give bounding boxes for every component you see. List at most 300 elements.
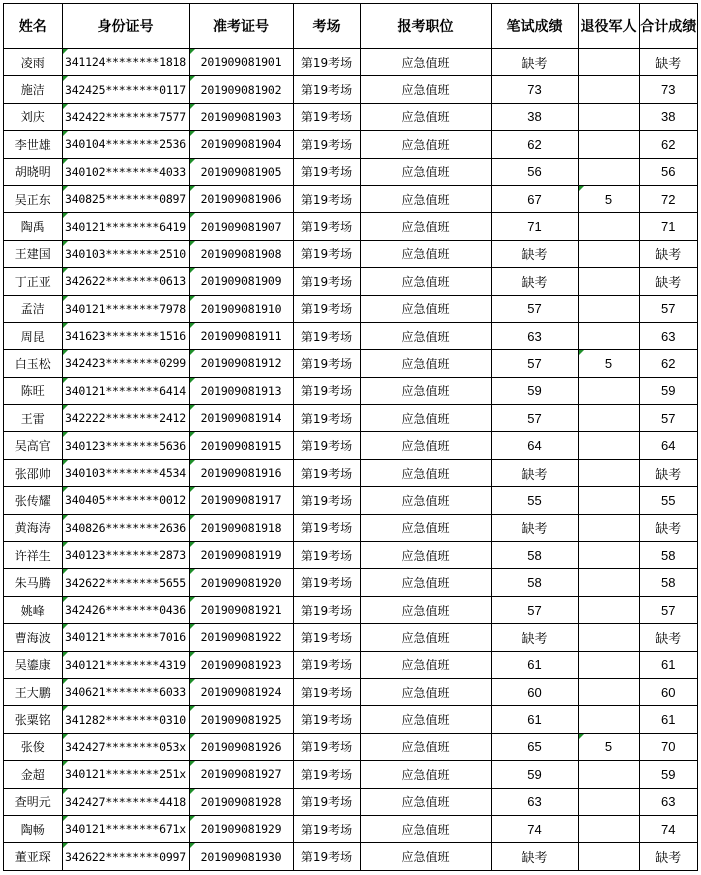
cell-total-score bbox=[639, 131, 697, 158]
cell-written-score-text: 缺考 bbox=[521, 55, 548, 71]
cell-written-score bbox=[491, 542, 578, 569]
cell-name-text: 陶畅 bbox=[20, 822, 45, 837]
cell-written-score bbox=[491, 788, 578, 815]
cell-exam-number-text: 201909081922 bbox=[200, 630, 282, 645]
cell-name-text: 胡晓明 bbox=[14, 165, 51, 180]
cell-written-score-text: 55 bbox=[527, 492, 542, 508]
cell-total-score-text: 缺考 bbox=[655, 247, 682, 263]
cell-veteran bbox=[578, 377, 639, 404]
cell-veteran bbox=[578, 596, 639, 623]
cell-exam-room-text: 第19考场 bbox=[300, 767, 353, 782]
cell-exam-number-text: 201909081908 bbox=[200, 246, 282, 261]
cell-name bbox=[4, 158, 62, 185]
cell-id-number-text: 342427********4418 bbox=[64, 794, 187, 809]
cell-veteran bbox=[578, 268, 639, 295]
cell-id-number-text: 340826********2636 bbox=[64, 520, 187, 535]
cell-veteran bbox=[578, 459, 639, 486]
cell-position bbox=[360, 158, 491, 185]
cell-position bbox=[360, 405, 491, 432]
cell-name bbox=[4, 103, 62, 130]
cell-exam-room-text: 第19考场 bbox=[300, 521, 353, 536]
cell-marker-icon bbox=[63, 432, 68, 437]
cell-id-number bbox=[62, 405, 189, 432]
cell-marker-icon bbox=[190, 350, 195, 355]
cell-veteran bbox=[578, 158, 639, 185]
cell-exam-number bbox=[189, 596, 293, 623]
cell-marker-icon bbox=[579, 734, 584, 739]
cell-total-score-text: 63 bbox=[661, 328, 676, 344]
cell-veteran bbox=[578, 213, 639, 240]
cell-position-text: 应急值班 bbox=[401, 165, 450, 180]
cell-exam-number-text: 201909081915 bbox=[200, 438, 282, 453]
score-table bbox=[4, 4, 697, 870]
cell-exam-number-text: 201909081909 bbox=[200, 274, 282, 289]
cell-position-text: 应急值班 bbox=[401, 767, 450, 782]
cell-position-text: 应急值班 bbox=[401, 576, 450, 591]
cell-marker-icon bbox=[190, 569, 195, 574]
cell-position-text: 应急值班 bbox=[401, 603, 450, 618]
cell-total-score bbox=[639, 103, 697, 130]
cell-written-score bbox=[491, 514, 578, 541]
cell-exam-room-text: 第19考场 bbox=[300, 466, 353, 481]
cell-written-score bbox=[491, 733, 578, 760]
cell-position-text: 应急值班 bbox=[401, 55, 450, 70]
cell-written-score bbox=[491, 651, 578, 678]
cell-total-score-text: 59 bbox=[661, 383, 676, 399]
cell-marker-icon bbox=[190, 597, 195, 602]
cell-id-number-text: 342222********2412 bbox=[64, 411, 187, 426]
cell-position bbox=[360, 131, 491, 158]
header-position: 报考职位 bbox=[360, 4, 491, 49]
cell-exam-number-text: 201909081913 bbox=[200, 383, 282, 398]
cell-exam-number bbox=[189, 678, 293, 705]
cell-position-text: 应急值班 bbox=[401, 740, 450, 755]
cell-marker-icon bbox=[190, 789, 195, 794]
cell-total-score-text: 缺考 bbox=[655, 850, 682, 866]
cell-id-number-text: 340121********7978 bbox=[64, 301, 187, 316]
cell-exam-number-text: 201909081927 bbox=[200, 767, 282, 782]
cell-id-number bbox=[62, 569, 189, 596]
cell-position bbox=[360, 761, 491, 788]
cell-exam-room bbox=[293, 487, 360, 514]
cell-written-score-text: 71 bbox=[527, 219, 542, 235]
cell-position bbox=[360, 213, 491, 240]
cell-marker-icon bbox=[63, 460, 68, 465]
cell-total-score-text: 61 bbox=[661, 712, 676, 728]
cell-marker-icon bbox=[190, 186, 195, 191]
cell-exam-number bbox=[189, 761, 293, 788]
cell-total-score-text: 63 bbox=[661, 794, 676, 810]
cell-total-score bbox=[639, 569, 697, 596]
cell-marker-icon bbox=[190, 734, 195, 739]
cell-veteran bbox=[578, 843, 639, 870]
cell-veteran bbox=[578, 405, 639, 432]
cell-veteran bbox=[578, 542, 639, 569]
cell-written-score-text: 62 bbox=[527, 136, 542, 152]
cell-exam-room bbox=[293, 542, 360, 569]
cell-id-number bbox=[62, 815, 189, 842]
cell-marker-icon bbox=[190, 816, 195, 821]
cell-marker-icon bbox=[63, 296, 68, 301]
cell-name-text: 许祥生 bbox=[14, 548, 51, 563]
table-row bbox=[4, 514, 697, 541]
cell-veteran bbox=[578, 350, 639, 377]
cell-exam-room bbox=[293, 405, 360, 432]
cell-name-text: 施洁 bbox=[20, 83, 45, 98]
header-id-number: 身份证号 bbox=[62, 4, 189, 49]
cell-name bbox=[4, 706, 62, 733]
cell-exam-number bbox=[189, 706, 293, 733]
cell-exam-room-text: 第19考场 bbox=[300, 411, 353, 426]
cell-exam-room bbox=[293, 514, 360, 541]
cell-exam-room-text: 第19考场 bbox=[300, 850, 353, 865]
cell-position-text: 应急值班 bbox=[401, 247, 450, 262]
cell-id-number-text: 342427********053x bbox=[64, 739, 187, 754]
cell-position bbox=[360, 678, 491, 705]
cell-written-score-text: 64 bbox=[527, 438, 542, 454]
cell-exam-room-text: 第19考场 bbox=[300, 713, 353, 728]
cell-veteran bbox=[578, 49, 639, 76]
cell-exam-number-text: 201909081919 bbox=[200, 548, 282, 563]
cell-exam-number-text: 201909081930 bbox=[200, 849, 282, 864]
cell-exam-room-text: 第19考场 bbox=[300, 329, 353, 344]
cell-exam-room bbox=[293, 322, 360, 349]
cell-position-text: 应急值班 bbox=[401, 411, 450, 426]
cell-exam-room bbox=[293, 131, 360, 158]
cell-position-text: 应急值班 bbox=[401, 137, 450, 152]
cell-position bbox=[360, 459, 491, 486]
cell-total-score bbox=[639, 678, 697, 705]
cell-total-score-text: 60 bbox=[661, 684, 676, 700]
cell-name bbox=[4, 761, 62, 788]
cell-exam-number bbox=[189, 49, 293, 76]
cell-id-number bbox=[62, 459, 189, 486]
cell-id-number bbox=[62, 49, 189, 76]
cell-name-text: 王建国 bbox=[14, 247, 51, 262]
cell-position-text: 应急值班 bbox=[401, 822, 450, 837]
cell-marker-icon bbox=[63, 816, 68, 821]
cell-veteran bbox=[578, 761, 639, 788]
cell-marker-icon bbox=[63, 323, 68, 328]
cell-id-number-text: 340103********2510 bbox=[64, 246, 187, 261]
cell-exam-number-text: 201909081926 bbox=[200, 739, 282, 754]
cell-exam-room-text: 第19考场 bbox=[300, 630, 353, 645]
cell-exam-number bbox=[189, 542, 293, 569]
cell-position-text: 应急值班 bbox=[401, 83, 450, 98]
cell-exam-number bbox=[189, 432, 293, 459]
table-row bbox=[4, 295, 697, 322]
cell-written-score-text: 63 bbox=[527, 328, 542, 344]
cell-id-number bbox=[62, 651, 189, 678]
cell-written-score bbox=[491, 240, 578, 267]
cell-name-text: 董亚琛 bbox=[14, 850, 51, 865]
table-row bbox=[4, 487, 697, 514]
cell-total-score bbox=[639, 350, 697, 377]
cell-position bbox=[360, 815, 491, 842]
cell-name bbox=[4, 459, 62, 486]
cell-exam-room-text: 第19考场 bbox=[300, 740, 353, 755]
cell-id-number bbox=[62, 158, 189, 185]
cell-exam-room bbox=[293, 733, 360, 760]
cell-marker-icon bbox=[190, 296, 195, 301]
header-veteran: 退役军人 bbox=[578, 4, 639, 49]
table-row bbox=[4, 49, 697, 76]
cell-id-number-text: 340121********671x bbox=[64, 822, 187, 837]
cell-exam-number bbox=[189, 377, 293, 404]
cell-total-score bbox=[639, 706, 697, 733]
table-row bbox=[4, 268, 697, 295]
cell-marker-icon bbox=[190, 679, 195, 684]
cell-exam-room bbox=[293, 788, 360, 815]
header-name: 姓名 bbox=[4, 4, 62, 49]
cell-position bbox=[360, 268, 491, 295]
cell-name bbox=[4, 268, 62, 295]
cell-marker-icon bbox=[190, 76, 195, 81]
cell-total-score bbox=[639, 76, 697, 103]
cell-total-score bbox=[639, 322, 697, 349]
cell-position bbox=[360, 843, 491, 870]
cell-written-score-text: 缺考 bbox=[521, 274, 548, 290]
cell-exam-number-text: 201909081918 bbox=[200, 520, 282, 535]
cell-position bbox=[360, 733, 491, 760]
cell-written-score bbox=[491, 158, 578, 185]
cell-written-score-text: 63 bbox=[527, 794, 542, 810]
cell-name-text: 王雷 bbox=[20, 411, 45, 426]
cell-id-number bbox=[62, 514, 189, 541]
cell-id-number bbox=[62, 240, 189, 267]
cell-written-score-text: 65 bbox=[527, 739, 542, 755]
cell-written-score-text: 缺考 bbox=[521, 850, 548, 866]
cell-id-number-text: 340121********7016 bbox=[64, 630, 187, 645]
cell-name bbox=[4, 240, 62, 267]
cell-name-text: 曹海波 bbox=[14, 630, 51, 645]
cell-exam-number-text: 201909081907 bbox=[200, 219, 282, 234]
cell-exam-room bbox=[293, 432, 360, 459]
cell-exam-room bbox=[293, 295, 360, 322]
cell-name-text: 朱马腾 bbox=[14, 576, 51, 591]
cell-marker-icon bbox=[63, 241, 68, 246]
cell-total-score-text: 58 bbox=[661, 547, 676, 563]
cell-id-number bbox=[62, 131, 189, 158]
cell-marker-icon bbox=[63, 597, 68, 602]
cell-written-score-text: 58 bbox=[527, 575, 542, 591]
cell-veteran bbox=[578, 131, 639, 158]
cell-exam-number bbox=[189, 131, 293, 158]
header-written-score: 笔试成绩 bbox=[491, 4, 578, 49]
cell-total-score-text: 57 bbox=[661, 410, 676, 426]
cell-marker-icon bbox=[63, 679, 68, 684]
cell-id-number bbox=[62, 185, 189, 212]
cell-marker-icon bbox=[63, 624, 68, 629]
cell-total-score bbox=[639, 268, 697, 295]
cell-exam-room bbox=[293, 350, 360, 377]
cell-exam-number bbox=[189, 185, 293, 212]
cell-written-score bbox=[491, 815, 578, 842]
table-row bbox=[4, 788, 697, 815]
table-row bbox=[4, 815, 697, 842]
cell-position bbox=[360, 569, 491, 596]
cell-position bbox=[360, 487, 491, 514]
cell-exam-room bbox=[293, 843, 360, 870]
header-total-score: 合计成绩 bbox=[639, 4, 697, 49]
score-sheet bbox=[3, 3, 698, 871]
cell-id-number-text: 340121********4319 bbox=[64, 657, 187, 672]
cell-exam-number-text: 201909081925 bbox=[200, 712, 282, 727]
cell-written-score-text: 56 bbox=[527, 164, 542, 180]
cell-veteran bbox=[578, 322, 639, 349]
cell-total-score bbox=[639, 185, 697, 212]
cell-exam-room-text: 第19考场 bbox=[300, 685, 353, 700]
cell-name-text: 吴鎏康 bbox=[14, 658, 51, 673]
cell-veteran bbox=[578, 76, 639, 103]
cell-name-text: 周昆 bbox=[20, 329, 45, 344]
cell-id-number-text: 340825********0897 bbox=[64, 192, 187, 207]
cell-written-score bbox=[491, 596, 578, 623]
cell-id-number-text: 340405********0012 bbox=[64, 493, 187, 508]
cell-id-number bbox=[62, 596, 189, 623]
cell-exam-number-text: 201909081920 bbox=[200, 575, 282, 590]
cell-written-score bbox=[491, 761, 578, 788]
cell-marker-icon bbox=[190, 241, 195, 246]
cell-position-text: 应急值班 bbox=[401, 548, 450, 563]
cell-total-score bbox=[639, 377, 697, 404]
cell-veteran bbox=[578, 514, 639, 541]
cell-written-score bbox=[491, 459, 578, 486]
cell-written-score bbox=[491, 49, 578, 76]
cell-name bbox=[4, 76, 62, 103]
cell-marker-icon bbox=[63, 843, 68, 848]
cell-marker-icon bbox=[190, 706, 195, 711]
cell-name-text: 张邵帅 bbox=[14, 466, 51, 481]
table-row bbox=[4, 678, 697, 705]
cell-exam-number bbox=[189, 624, 293, 651]
cell-exam-number bbox=[189, 405, 293, 432]
cell-total-score bbox=[639, 542, 697, 569]
cell-id-number bbox=[62, 432, 189, 459]
cell-veteran bbox=[578, 706, 639, 733]
cell-total-score-text: 57 bbox=[661, 602, 676, 618]
table-row bbox=[4, 651, 697, 678]
cell-name-text: 黄海涛 bbox=[14, 521, 51, 536]
cell-position bbox=[360, 185, 491, 212]
cell-marker-icon bbox=[190, 213, 195, 218]
cell-total-score-text: 缺考 bbox=[655, 466, 682, 482]
cell-name-text: 李世雄 bbox=[14, 137, 51, 152]
cell-exam-number-text: 201909081917 bbox=[200, 493, 282, 508]
cell-id-number bbox=[62, 733, 189, 760]
cell-id-number bbox=[62, 350, 189, 377]
cell-id-number bbox=[62, 213, 189, 240]
table-row bbox=[4, 569, 697, 596]
cell-exam-room-text: 第19考场 bbox=[300, 795, 353, 810]
cell-position-text: 应急值班 bbox=[401, 466, 450, 481]
cell-position-text: 应急值班 bbox=[401, 192, 450, 207]
cell-total-score bbox=[639, 733, 697, 760]
cell-exam-room-text: 第19考场 bbox=[300, 137, 353, 152]
cell-exam-number-text: 201909081924 bbox=[200, 685, 282, 700]
cell-veteran-text: 5 bbox=[604, 739, 613, 755]
cell-veteran bbox=[578, 815, 639, 842]
cell-marker-icon bbox=[190, 323, 195, 328]
cell-id-number-text: 340121********6414 bbox=[64, 383, 187, 398]
cell-exam-number-text: 201909081928 bbox=[200, 794, 282, 809]
cell-position bbox=[360, 240, 491, 267]
table-row bbox=[4, 542, 697, 569]
cell-exam-room-text: 第19考场 bbox=[300, 439, 353, 454]
cell-marker-icon bbox=[190, 652, 195, 657]
cell-marker-icon bbox=[190, 542, 195, 547]
cell-name bbox=[4, 514, 62, 541]
cell-written-score-text: 缺考 bbox=[521, 247, 548, 263]
table-row bbox=[4, 213, 697, 240]
cell-id-number-text: 342426********0436 bbox=[64, 603, 187, 617]
cell-name-text: 张传耀 bbox=[14, 493, 51, 508]
cell-name bbox=[4, 405, 62, 432]
cell-total-score bbox=[639, 459, 697, 486]
cell-written-score-text: 59 bbox=[527, 766, 542, 782]
cell-exam-room bbox=[293, 761, 360, 788]
table-body bbox=[4, 49, 697, 871]
cell-position-text: 应急值班 bbox=[401, 439, 450, 454]
cell-exam-room bbox=[293, 624, 360, 651]
cell-marker-icon bbox=[63, 76, 68, 81]
cell-name-text: 姚峰 bbox=[20, 603, 45, 618]
cell-exam-room-text: 第19考场 bbox=[300, 603, 353, 618]
cell-marker-icon bbox=[63, 378, 68, 383]
cell-exam-room-text: 第19考场 bbox=[300, 658, 353, 673]
cell-exam-number bbox=[189, 788, 293, 815]
cell-written-score bbox=[491, 131, 578, 158]
cell-id-number bbox=[62, 377, 189, 404]
cell-written-score-text: 61 bbox=[527, 657, 542, 673]
cell-exam-number-text: 201909081921 bbox=[200, 603, 282, 617]
cell-position-text: 应急值班 bbox=[401, 850, 450, 865]
cell-exam-number bbox=[189, 569, 293, 596]
cell-written-score bbox=[491, 377, 578, 404]
cell-position bbox=[360, 76, 491, 103]
cell-marker-icon bbox=[190, 378, 195, 383]
cell-written-score-text: 61 bbox=[527, 712, 542, 728]
table-row bbox=[4, 158, 697, 185]
cell-exam-room-text: 第19考场 bbox=[300, 247, 353, 262]
cell-position bbox=[360, 103, 491, 130]
cell-exam-room bbox=[293, 213, 360, 240]
cell-total-score bbox=[639, 432, 697, 459]
cell-written-score-text: 74 bbox=[527, 821, 542, 837]
cell-name bbox=[4, 788, 62, 815]
cell-veteran-text: 5 bbox=[604, 191, 613, 207]
cell-total-score-text: 64 bbox=[661, 438, 676, 454]
cell-total-score-text: 缺考 bbox=[655, 55, 682, 71]
cell-total-score bbox=[639, 158, 697, 185]
table-row bbox=[4, 185, 697, 212]
table-row bbox=[4, 240, 697, 267]
cell-marker-icon bbox=[579, 350, 584, 355]
cell-id-number bbox=[62, 788, 189, 815]
cell-position-text: 应急值班 bbox=[401, 356, 450, 371]
cell-position-text: 应急值班 bbox=[401, 329, 450, 344]
cell-exam-number bbox=[189, 843, 293, 870]
cell-name bbox=[4, 596, 62, 623]
cell-position-text: 应急值班 bbox=[401, 521, 450, 536]
table-row bbox=[4, 459, 697, 486]
cell-total-score-text: 缺考 bbox=[655, 630, 682, 646]
cell-written-score-text: 57 bbox=[527, 355, 542, 371]
cell-total-score-text: 62 bbox=[661, 355, 676, 371]
cell-written-score bbox=[491, 76, 578, 103]
cell-name bbox=[4, 185, 62, 212]
cell-marker-icon bbox=[63, 734, 68, 739]
